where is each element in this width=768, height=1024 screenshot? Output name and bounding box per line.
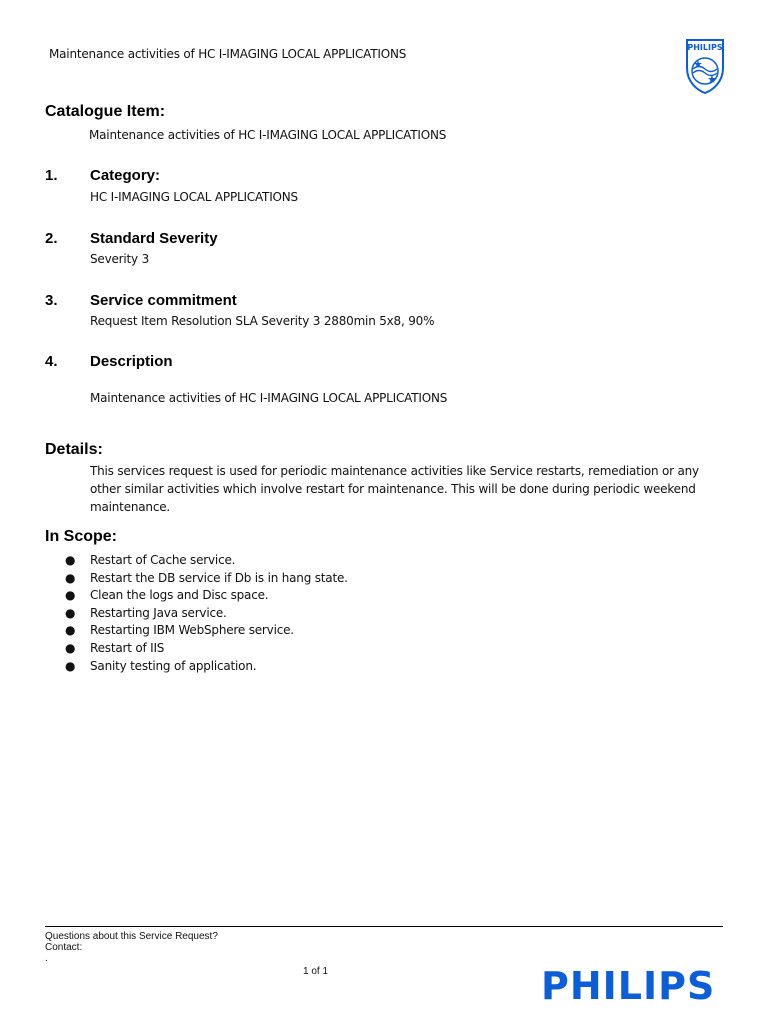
scope-list-item (62, 569, 348, 587)
philips-shield-icon (685, 38, 725, 94)
severity-value: Severity 3 (90, 252, 150, 266)
scope-list-item (62, 621, 348, 639)
footer-dot: . (45, 953, 48, 964)
details-heading: Details: (45, 441, 103, 458)
service-value: Request Item Resolution SLA Severity 3 2880min 5x8, 90% (90, 314, 435, 328)
bullet-icon: ● (65, 605, 76, 620)
philips-wordmark-logo: PHILIPS (541, 964, 716, 1008)
details-paragraph: This services request is used for periodic maintenance activities like Service restarts, remediation or any other similar activities which involve restart for maintenance. This will be done during periodic weekend maintenance. (90, 464, 699, 514)
category-label: Category: (90, 167, 161, 184)
scope-item-text: Clean the logs and Disc space. (90, 588, 269, 603)
service-number: 3. (45, 292, 58, 309)
description-label: Description (90, 353, 173, 370)
category-value: HC I-IMAGING LOCAL APPLICATIONS (90, 190, 298, 204)
scope-item-text: Sanity testing of application. (90, 658, 257, 673)
bullet-icon: ● (65, 553, 76, 567)
bullet-icon: ● (65, 588, 76, 603)
scope-list-item (62, 586, 348, 604)
document-header-title: Maintenance activities of HC I-IMAGING LOCAL APPLICATIONS (49, 47, 407, 61)
scope-item-text: Restarting Java service. (90, 605, 227, 620)
scope-item-text: Restart of Cache service. (90, 553, 236, 567)
catalogue-heading: Catalogue Item: (45, 103, 166, 120)
bullet-icon: ● (65, 640, 76, 655)
severity-number: 2. (45, 230, 58, 247)
footer-contact: Contact: (45, 942, 83, 953)
scope-item-text: Restart the DB service if Db is in hang state. (90, 570, 348, 585)
severity-label: Standard Severity (90, 230, 218, 247)
scope-list-item (62, 657, 348, 675)
scope-list-item (62, 604, 348, 622)
bullet-icon: ● (65, 658, 76, 673)
description-number: 4. (45, 353, 58, 370)
category-number: 1. (45, 167, 58, 184)
footer-divider (45, 926, 723, 927)
scope-item-text: Restart of IIS (90, 640, 165, 655)
scope-list (62, 551, 348, 674)
bullet-icon: ● (65, 570, 76, 585)
scope-heading: In Scope: (45, 528, 118, 545)
scope-list-item (62, 551, 348, 569)
footer-question: Questions about this Service Request? (45, 931, 218, 942)
shield-logo-text: PHILIPS (687, 43, 723, 52)
bullet-icon: ● (65, 623, 76, 638)
service-label: Service commitment (90, 292, 237, 309)
page-number: 1 of 1 (303, 966, 329, 977)
scope-list-item (62, 639, 348, 657)
catalogue-value: Maintenance activities of HC I-IMAGING LOCAL APPLICATIONS (89, 128, 447, 142)
scope-item-text: Restarting IBM WebSphere service. (90, 623, 294, 638)
description-value: Maintenance activities of HC I-IMAGING LOCAL APPLICATIONS (90, 391, 448, 405)
